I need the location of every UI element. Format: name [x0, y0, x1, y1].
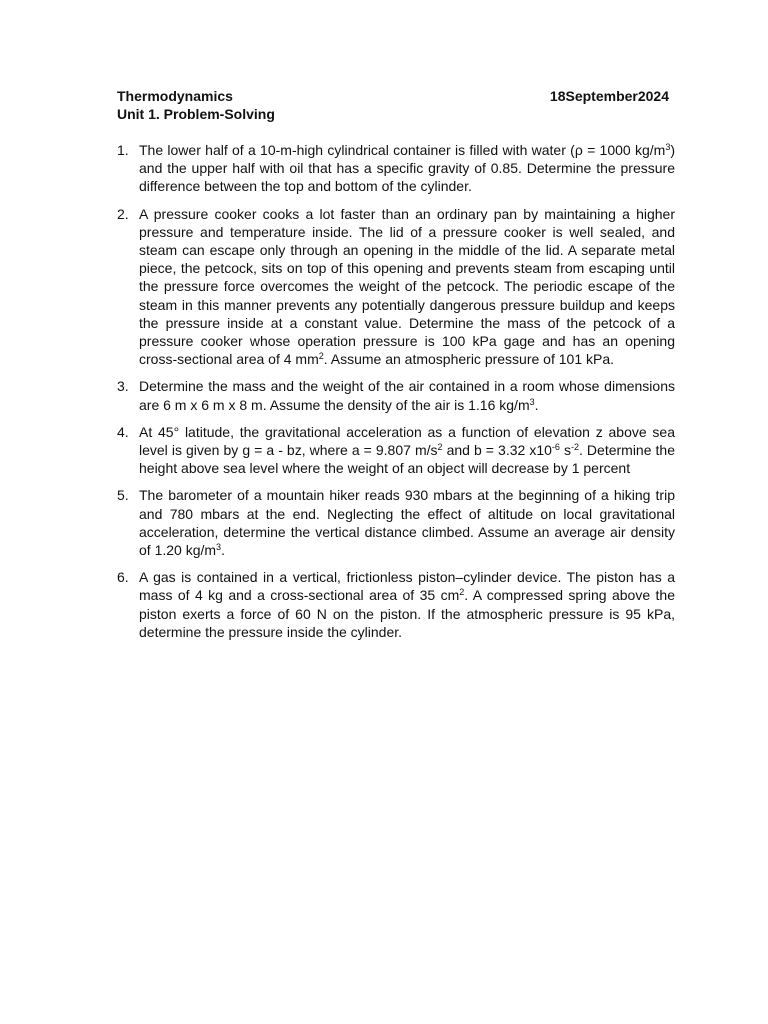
- problem-text: A pressure cooker cooks a lot faster than an ordinary pan by maintaining a higher pressure and temperature inside. The lid of a pressure cooker is well sealed, and steam can escape only through an opening in the middle of the lid. A separate metal piece, the petcock, sits on top of this opening and prevents steam from escaping until the pressure force overcomes the weight of the petcock. The periodic escape of the steam in this manner prevents any potentially dangerous pressure buildup and keeps the pressure inside at a constant value. Determine the mass of the petcock of a pressure cooker whose operation pressure is 100 kPa gage and has an opening cross-sectional area of 4 $mm^2$. Assume an atmospheric pressure of 101 kPa.: [139, 205, 675, 368]
- problem-item: [117, 423, 675, 478]
- problem-number: 2.: [117, 205, 129, 222]
- problem-number: 5.: [117, 487, 129, 504]
- problem-text: Determine the mass and the weight of the air contained in a room whose dimensions are 6 m x 6 m x 8 m. Assume the density of the air is 1.16 $kg/m^3$.: [139, 378, 675, 413]
- document-header: [117, 87, 677, 123]
- problem-item: [117, 377, 675, 413]
- unit-title: Unit 1. Problem-Solving: [117, 106, 275, 122]
- problem-item: [117, 486, 675, 559]
- document-date: 18September2024: [549, 88, 669, 104]
- course-title: Thermodynamics: [117, 88, 233, 104]
- problem-text: The barometer of a mountain hiker reads 930 mbars at the beginning of a hiking trip and 780 mbars at the end. Neglecting the effect of altitude on local gravitational acceleration, determine the vertical distance climbed. Assume an average air density of 1.20 $kg/m^3$.: [139, 487, 675, 559]
- problem-text: The lower half of a 10-m-high cylindrical container is filled with water (ρ = 1000 $kg/m^3$) and the upper half with oil that has a specific gravity of 0.85. Determine the pressure difference between the top and bottom of the cylinder.: [139, 142, 675, 195]
- problem-number: 3.: [117, 378, 129, 395]
- problem-item: [117, 568, 675, 641]
- problem-item: [117, 141, 675, 196]
- problem-number: 6.: [117, 569, 129, 586]
- problem-text: At 45° latitude, the gravitational acceleration as a function of elevation z above sea level is given by g = a - bz, where a = 9.807 $m/s^2$ and b = 3.32 $x10^{-6}$ $s^{-2}$. Determine the height above sea level where the weight of an object will decrease by 1 percent: [139, 423, 676, 477]
- problem-list: [117, 141, 675, 650]
- header-row: [117, 87, 677, 105]
- problem-number: 4.: [117, 423, 129, 440]
- problem-item: [117, 205, 675, 369]
- problem-text: A gas is contained in a vertical, frictionless piston–cylinder device. The piston has a mass of 4 kg and a cross-sectional area of 35 $cm^2$. A compressed spring above the piston exerts a force of 60 N on the piston. If the atmospheric pressure is 95 kPa, determine the pressure inside the cylinder.: [139, 569, 675, 640]
- problem-number: 1.: [117, 142, 129, 158]
